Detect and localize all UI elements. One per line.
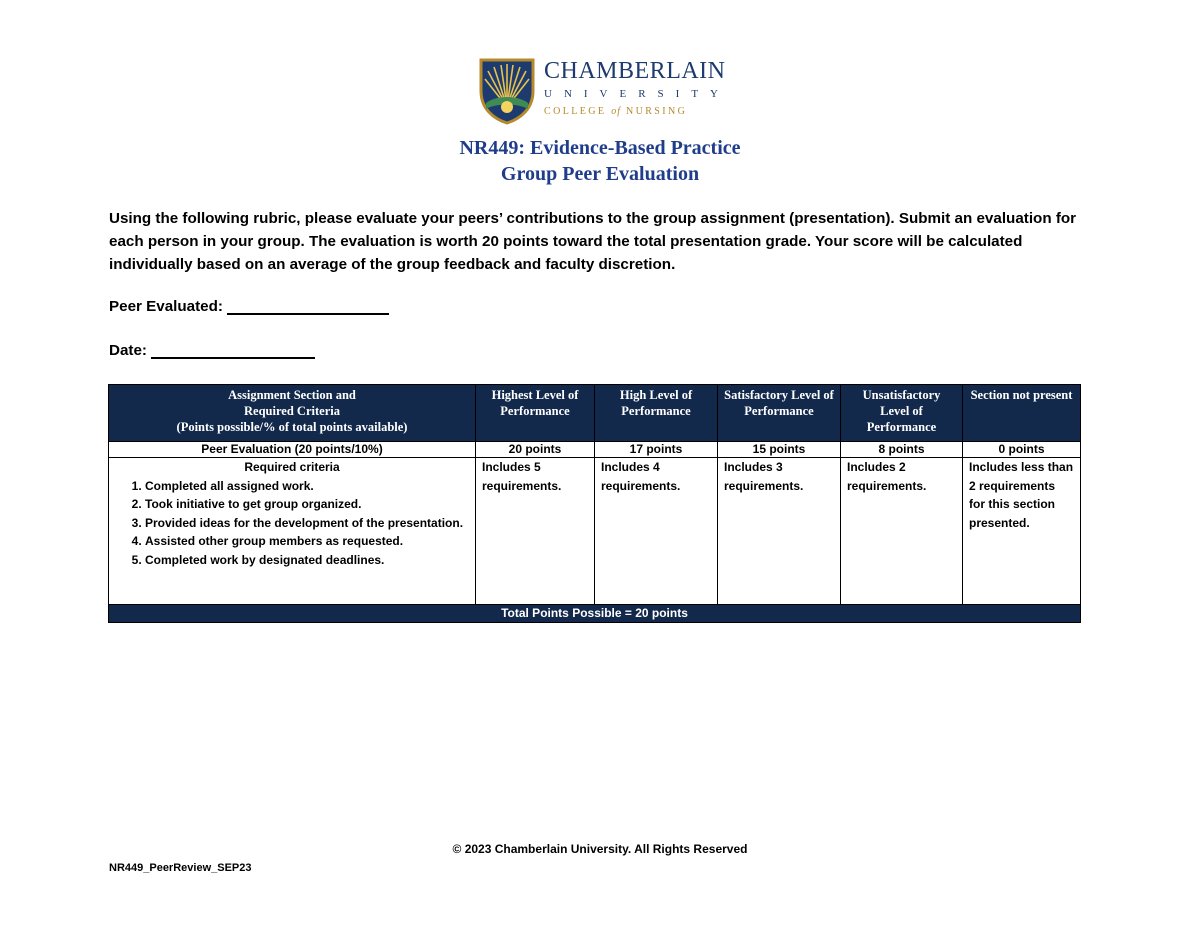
criteria-item: 5. Completed work by designated deadlines. <box>145 551 469 570</box>
peer-evaluated-label: Peer Evaluated: <box>109 298 223 315</box>
logo-college-pre: COLLEGE <box>544 106 607 117</box>
criteria-item: 1. Completed all assigned work. <box>145 477 469 496</box>
desc-unsatisfactory: Includes 2 requirements. <box>841 458 963 605</box>
logo-college <box>544 105 730 119</box>
criteria-item: 2. Took initiative to get group organized. <box>145 495 469 514</box>
points-unsatisfactory: 8 points <box>841 442 963 458</box>
date-field[interactable] <box>109 342 315 359</box>
desc-highest: Includes 5 requirements. <box>476 458 595 605</box>
date-label: Date: <box>109 342 147 359</box>
criteria-item: 4. Assisted other group members as requested. <box>145 532 469 551</box>
header-high: High Level of Performance <box>595 385 718 442</box>
header-criteria-line3: (Points possible/% of total points available) <box>176 420 408 434</box>
desc-high: Includes 4 requirements. <box>595 458 718 605</box>
logo-college-of: of <box>611 106 622 117</box>
rubric-header-row <box>109 385 1081 442</box>
total-row <box>109 605 1081 623</box>
logo-name: CHAMBERLAIN <box>544 58 726 84</box>
points-satisfactory: 15 points <box>718 442 841 458</box>
points-section: Peer Evaluation (20 points/10%) <box>109 442 476 458</box>
shield-logo-icon <box>478 57 536 125</box>
intro-paragraph: Using the following rubric, please evaluate your peers’ contributions to the group assignment (presentation). Submit an evaluation for each person in your group. The evaluation is worth 20 points toward the total presentation grade. Your score will be calculated individually based on an average of the group feedback and faculty discretion. <box>109 210 1077 273</box>
header-criteria <box>109 385 476 442</box>
header-not-present: Section not present <box>963 385 1081 442</box>
criteria-title: Required criteria <box>244 460 340 474</box>
peer-evaluated-field[interactable] <box>109 298 389 315</box>
criteria-row <box>109 458 1081 605</box>
copyright-notice: © 2023 Chamberlain University. All Rights Reserved <box>452 842 748 856</box>
total-points: Total Points Possible = 20 points <box>109 605 1081 623</box>
header-unsatisfactory: Unsatisfactory Level of Performance <box>841 385 963 442</box>
logo-university: UNIVERSITY <box>544 88 730 100</box>
date-blank[interactable] <box>151 345 315 359</box>
points-not-present: 0 points <box>963 442 1081 458</box>
points-highest: 20 points <box>476 442 595 458</box>
points-row <box>109 442 1081 458</box>
criteria-item: 3. Provided ideas for the development of the presentation. <box>145 514 469 533</box>
rubric-table <box>108 384 1081 623</box>
desc-not-present: Includes less than 2 requirements for this section presented. <box>963 458 1081 605</box>
peer-evaluated-blank[interactable] <box>227 301 389 315</box>
points-high: 17 points <box>595 442 718 458</box>
chamberlain-logo <box>478 57 730 125</box>
header-criteria-line1: Assignment Section and <box>228 388 356 402</box>
document-title: NR449: Evidence-Based Practice <box>459 137 741 159</box>
criteria-list <box>115 477 469 570</box>
footer-document-id: NR449_PeerReview_SEP23 <box>109 862 252 874</box>
header-highest: Highest Level of Performance <box>476 385 595 442</box>
document-subtitle: Group Peer Evaluation <box>500 163 700 185</box>
header-satisfactory: Satisfactory Level of Performance <box>718 385 841 442</box>
logo-college-post: NURSING <box>625 106 688 117</box>
criteria-cell <box>109 458 476 605</box>
desc-satisfactory: Includes 3 requirements. <box>718 458 841 605</box>
header-criteria-line2: Required Criteria <box>244 404 340 418</box>
